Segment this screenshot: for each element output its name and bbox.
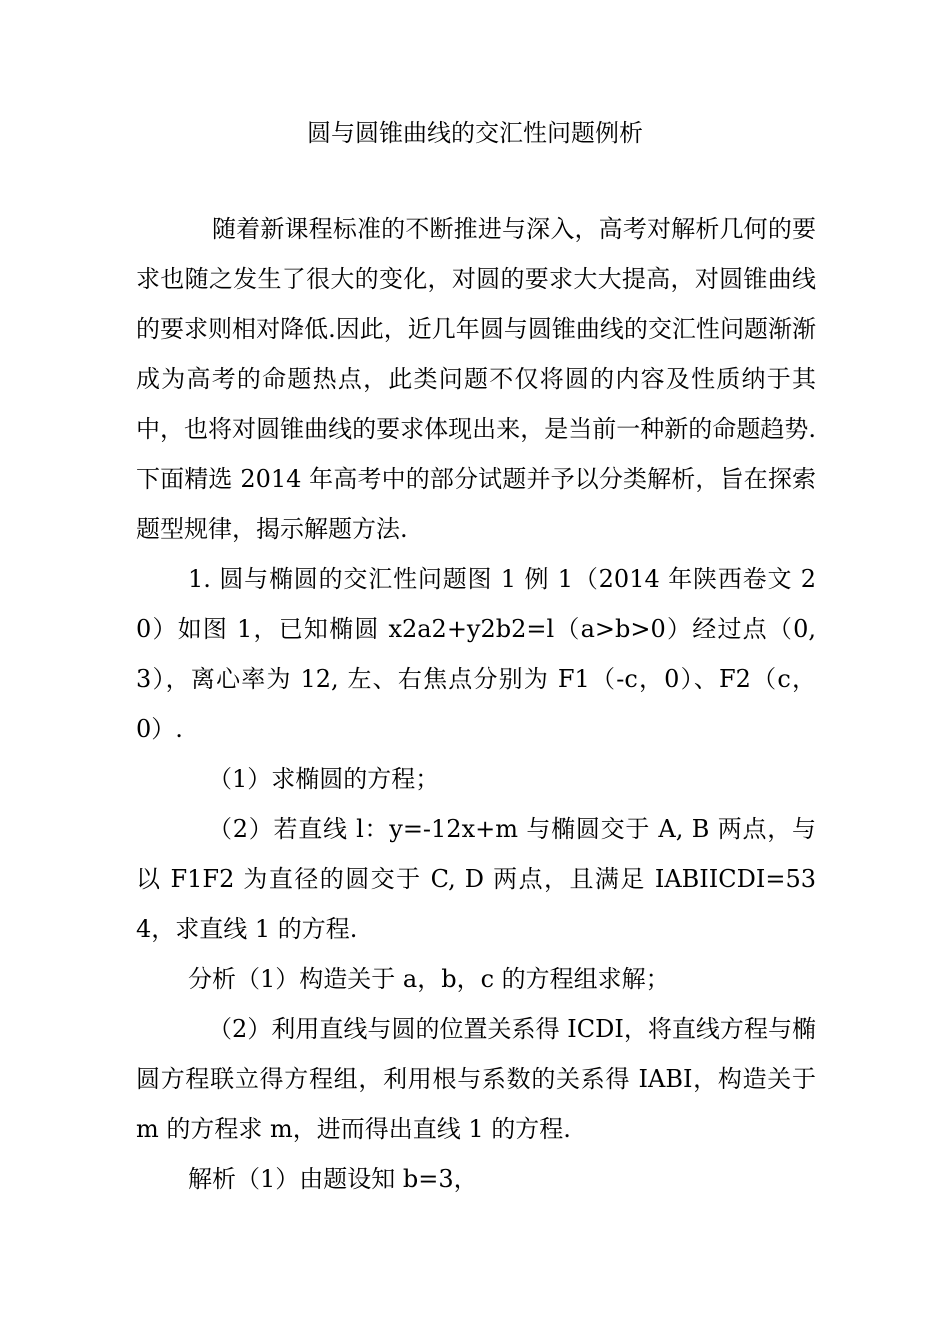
paragraph-analysis-1: 分析（1）构造关于 a，b，c 的方程组求解； [188,965,670,993]
paragraph-question-2: （2）若直线 l：y=-12x+m 与椭圆交于 A, B 两点，与以 F1F2 为直径的圆交于 C, D 两点，且满足 IABIICDI=534，求直线 1 的方程. [136,815,816,943]
paragraph-solution-1: 解析（1）由题设知 b=3， [188,1165,478,1193]
paragraph-question-1: （1）求椭圆的方程； [208,765,440,793]
paragraph-intro: 随着新课程标准的不断推进与深入，高考对解析几何的要求也随之发生了很大的变化，对圆的要求大大提高，对圆锥曲线的要求则相对降低.因此，近几年圆与圆锥曲线的交汇性问题渐渐成为高考的命题热点，此类问题不仅将圆的内容及性质纳于其中，也将对圆锥曲线的要求体现出来，是当前一种新的命题趋势.下面精选 2014 年高考中的部分试题并予以分类解析，旨在探索题型规律，揭示解题方法. [136,215,816,543]
document-title: 圆与圆锥曲线的交汇性问题例析 [307,119,643,147]
paragraph-example-1: 1. 圆与椭圆的交汇性问题图 1 例 1（2014 年陕西卷文 2 0）如图 1，已知椭圆 x2a2+y2b2=l（a>b>0）经过点（0, 3），离心率为 12, 左、右焦点分别为 F1（-c，0）、F2（c，0）. [136,565,816,743]
document-body [136,204,816,1204]
paragraph-analysis-2: （2）利用直线与圆的位置关系得 ICDI，将直线方程与椭圆方程联立得方程组，利用根与系数的关系得 IABI，构造关于 m 的方程求 m，进而得出直线 1 的方程. [136,1015,816,1143]
